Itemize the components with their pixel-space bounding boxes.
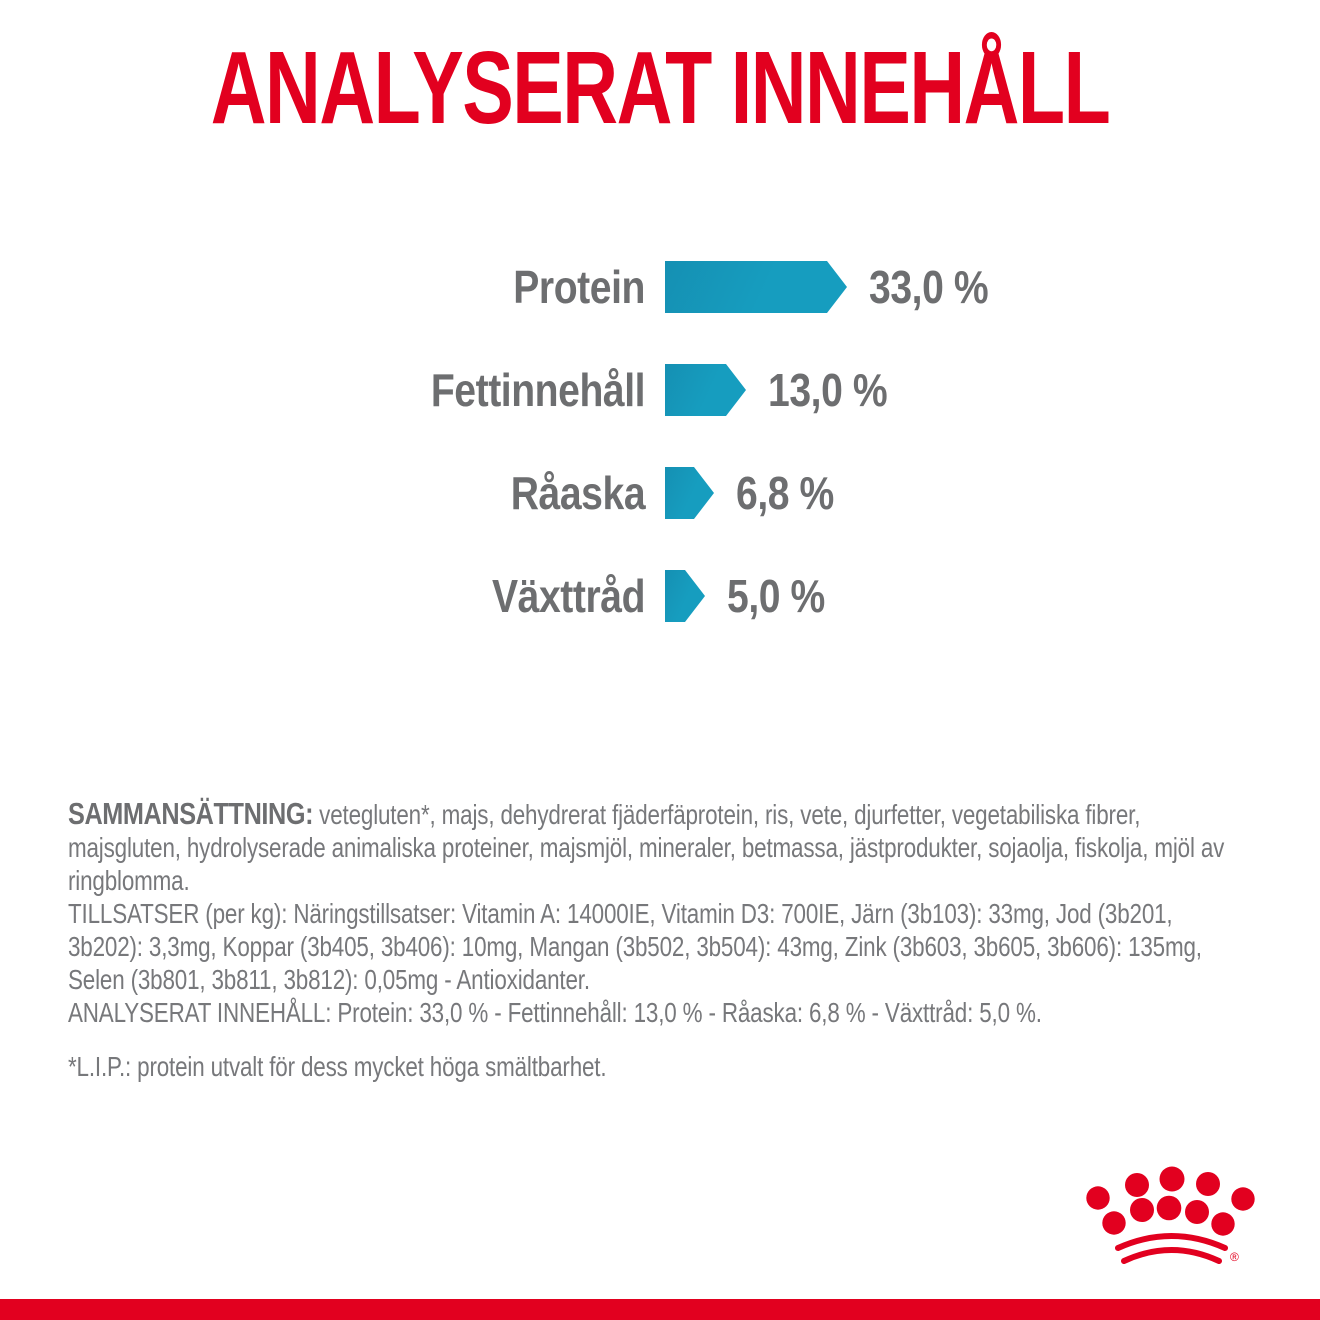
chart-bar-arrow xyxy=(665,570,705,622)
chart-bar-arrow xyxy=(665,467,714,519)
chart-value-label: 33,0 % xyxy=(869,261,989,313)
analyzed-content-chart xyxy=(0,261,1320,673)
chart-category-label: Växttråd xyxy=(491,570,645,622)
registered-trademark-icon: ® xyxy=(1230,1250,1239,1264)
royal-canin-crown-logo xyxy=(1080,1160,1300,1290)
page-title-wrap xyxy=(0,30,1320,170)
composition-text: vetegluten*, majs, dehydrerat fjäderfäprotein, ris, vete, djurfetter, vegetabiliska fibrer, majsgluten, hydrolyserade animaliska proteiner, majsmjöl, mineraler, betmassa, jästprodukter, sojaolja, fiskolja, mjöl av ringblomma. xyxy=(68,799,1225,896)
footer-red-bar xyxy=(0,1299,1320,1320)
chart-category-label: Protein xyxy=(513,261,645,313)
chart-bar-arrow xyxy=(665,364,746,416)
chart-category-label: Råaska xyxy=(510,467,645,519)
chart-value-label: 5,0 % xyxy=(727,570,825,622)
chart-row-0 xyxy=(0,261,1320,313)
chart-row-2 xyxy=(0,467,1320,519)
crown-arcs xyxy=(1118,1236,1225,1261)
lip-footnote: *L.I.P.: protein utvalt för dess mycket höga smältbarhet. xyxy=(68,1051,607,1082)
crown-dots xyxy=(1086,1167,1254,1236)
chart-value-label: 6,8 % xyxy=(736,467,834,519)
chart-value-label: 13,0 % xyxy=(768,364,888,416)
chart-row-3 xyxy=(0,570,1320,622)
chart-row-1 xyxy=(0,364,1320,416)
composition-label: SAMMANSÄTTNING: xyxy=(68,796,314,831)
chart-bar-arrow xyxy=(665,261,847,313)
analysis-paragraph: ANALYSERAT INNEHÅLL: Protein: 33,0 % - Fettinnehåll: 13,0 % - Råaska: 6,8 % - Växttråd: 5,0 %. xyxy=(68,997,1042,1028)
chart-category-label: Fettinnehåll xyxy=(430,364,645,416)
ingredients-textblock xyxy=(68,797,1250,1083)
composition-paragraph xyxy=(68,797,1250,897)
page-title: ANALYSERAT INNEHÅLL xyxy=(210,30,1110,145)
additives-paragraph: TILLSATSER (per kg): Näringstillsatser: Vitamin A: 14000IE, Vitamin D3: 700IE, Järn (3b103): 33mg, Jod (3b201, 3b202): 3,3mg, Koppar (3b405, 3b406): 10mg, Mangan (3b502, 3b504): 43mg, Zink (3b603, 3b605, 3b606): 135mg, Selen (3b801, 3b811, 3b812): 0,05mg - Antioxidanter. xyxy=(68,898,1202,995)
